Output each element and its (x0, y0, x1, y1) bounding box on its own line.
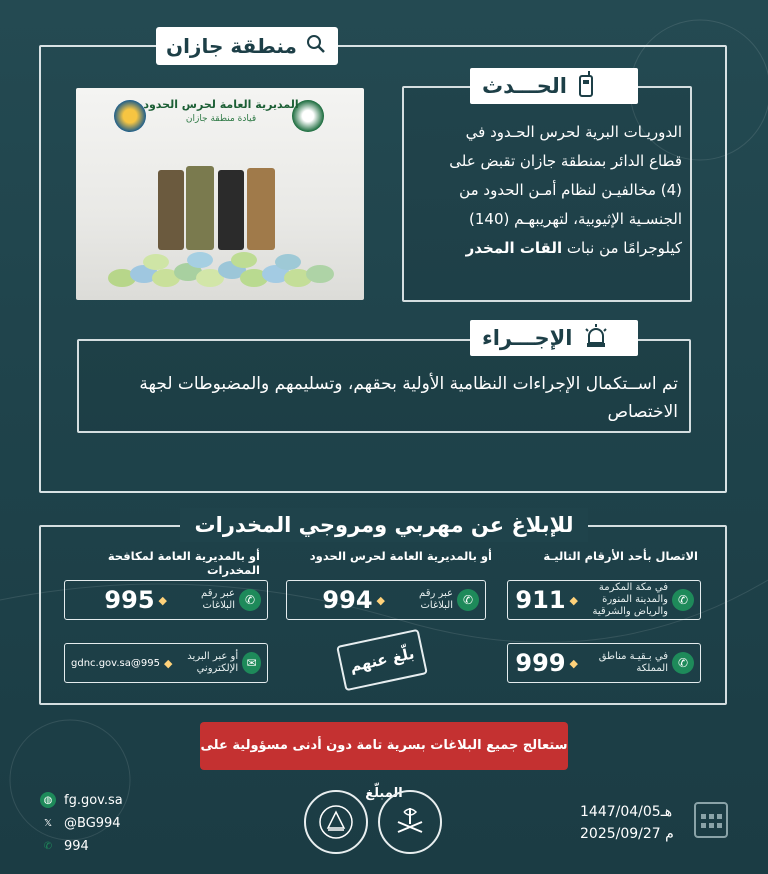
phone-icon: ✆ (43, 840, 53, 852)
search-doc-icon (305, 33, 327, 59)
action-description: تم اســتكمال الإجراءات النظامية الأولية بحقهم، وتسليمهم والمضبوطات لجهة الاختصاص (139, 374, 678, 422)
report-title: للإبلاغ عن مهربي ومروجي المخدرات (180, 508, 588, 542)
col-header-narcotics: أو بالمديرية العامة لمكافحة المخدرات (107, 549, 260, 577)
mail-icon: ✉ (242, 652, 261, 674)
arrows-icon: ◆ (569, 656, 578, 670)
event-line: الجنسـية الإثيوبية، لتهريبهـم (140) (469, 210, 682, 228)
hotline-994-number: 994 (322, 586, 373, 614)
hotline-995-number: 995 (104, 586, 155, 614)
action-title-tag (470, 320, 638, 356)
event-description (416, 118, 682, 263)
saudi-emblem (378, 790, 442, 854)
hotline-911-label: في مكة المكرمة والمدينة المنورة والرياض والشرقية (592, 582, 668, 617)
event-line: الدوريـات البرية لحرس الحـدود في (465, 123, 682, 141)
hotline-994[interactable] (286, 580, 486, 620)
event-line-last (416, 234, 682, 263)
suspect-figure (247, 168, 275, 250)
event-line: (4) مخالفيـن لنظام أمـن الحدود من (459, 181, 682, 199)
contact-phone[interactable] (40, 838, 89, 854)
phone-icon: ✆ (457, 589, 479, 611)
radio-icon (577, 70, 595, 102)
email-report-label: أو عبر البريد الإلكتروني (187, 651, 239, 674)
event-last-prefix: كيلوجرامًا من نبات (566, 239, 682, 257)
col-header-border-guard: أو بالمديرية العامة لحرس الحدود (309, 549, 492, 563)
email-report[interactable] (64, 643, 268, 683)
contact-website[interactable] (40, 792, 123, 808)
col-header-call: الاتصال بأحد الأرقام التاليـة (543, 549, 698, 563)
globe-icon: ◍ (40, 792, 56, 808)
event-line: قطاع الدائر بمنطقة جازان تقبض على (449, 152, 682, 170)
hotline-994-label: عبر رقم البلاغات (419, 588, 453, 611)
hotline-995[interactable] (64, 580, 268, 620)
confidentiality-banner: ستعالج جميع البلاغات بسرية تامة دون أدنى مسؤولية على المبلّغ (200, 722, 568, 770)
arrows-icon: ◆ (376, 593, 385, 607)
phone-icon: ✆ (672, 652, 694, 674)
suspect-figure (218, 170, 244, 250)
arrows-icon: ◆ (163, 656, 173, 670)
date-hijri: 1447/04/05هـ (580, 804, 673, 820)
suspect-figure (158, 170, 184, 250)
hotline-995-label: عبر رقم البلاغات (201, 588, 235, 611)
phone-icon: ✆ (672, 589, 694, 611)
email-address[interactable]: 995@gdnc.gov.sa (71, 657, 160, 669)
website-text: fg.gov.sa (64, 792, 123, 808)
contact-x[interactable] (40, 815, 121, 831)
x-logo-icon: 𝕏 (43, 817, 53, 829)
photo-banner (126, 98, 316, 134)
hotline-999[interactable] (507, 643, 701, 683)
action-title: الإجـــراء (482, 326, 573, 350)
arrows-icon: ◆ (569, 593, 578, 607)
phone-text: 994 (64, 838, 89, 854)
region-title (156, 27, 338, 65)
x-handle-text: @BG994 (64, 815, 121, 831)
phone-icon: ✆ (239, 589, 261, 611)
hotline-911[interactable] (507, 580, 701, 620)
arrows-icon: ◆ (158, 593, 167, 607)
suspect-figure (186, 166, 214, 250)
hotline-999-label: في بـقيـة مناطق المملكة (598, 651, 668, 674)
photo-banner-line1: المديرية العامة لحرس الحدود (143, 98, 299, 111)
seizure-photo (76, 88, 364, 300)
border-guard-emblem (304, 790, 368, 854)
siren-icon (583, 323, 609, 353)
event-title-tag (470, 68, 638, 104)
date-gregorian: 2025/09/27 م (580, 826, 674, 842)
hotline-999-number: 999 (515, 649, 566, 677)
seized-bundles (102, 248, 340, 292)
event-title: الحـــدث (482, 74, 567, 98)
calendar-icon (694, 802, 728, 838)
photo-banner-line2: قيادة منطقة جازان (185, 114, 257, 124)
region-title-text: منطقة جازان (166, 34, 297, 58)
report-stamp: بلّغ عنهم (336, 629, 428, 691)
hotline-911-number: 911 (515, 586, 566, 614)
event-highlight: القات المخدر (465, 239, 563, 257)
